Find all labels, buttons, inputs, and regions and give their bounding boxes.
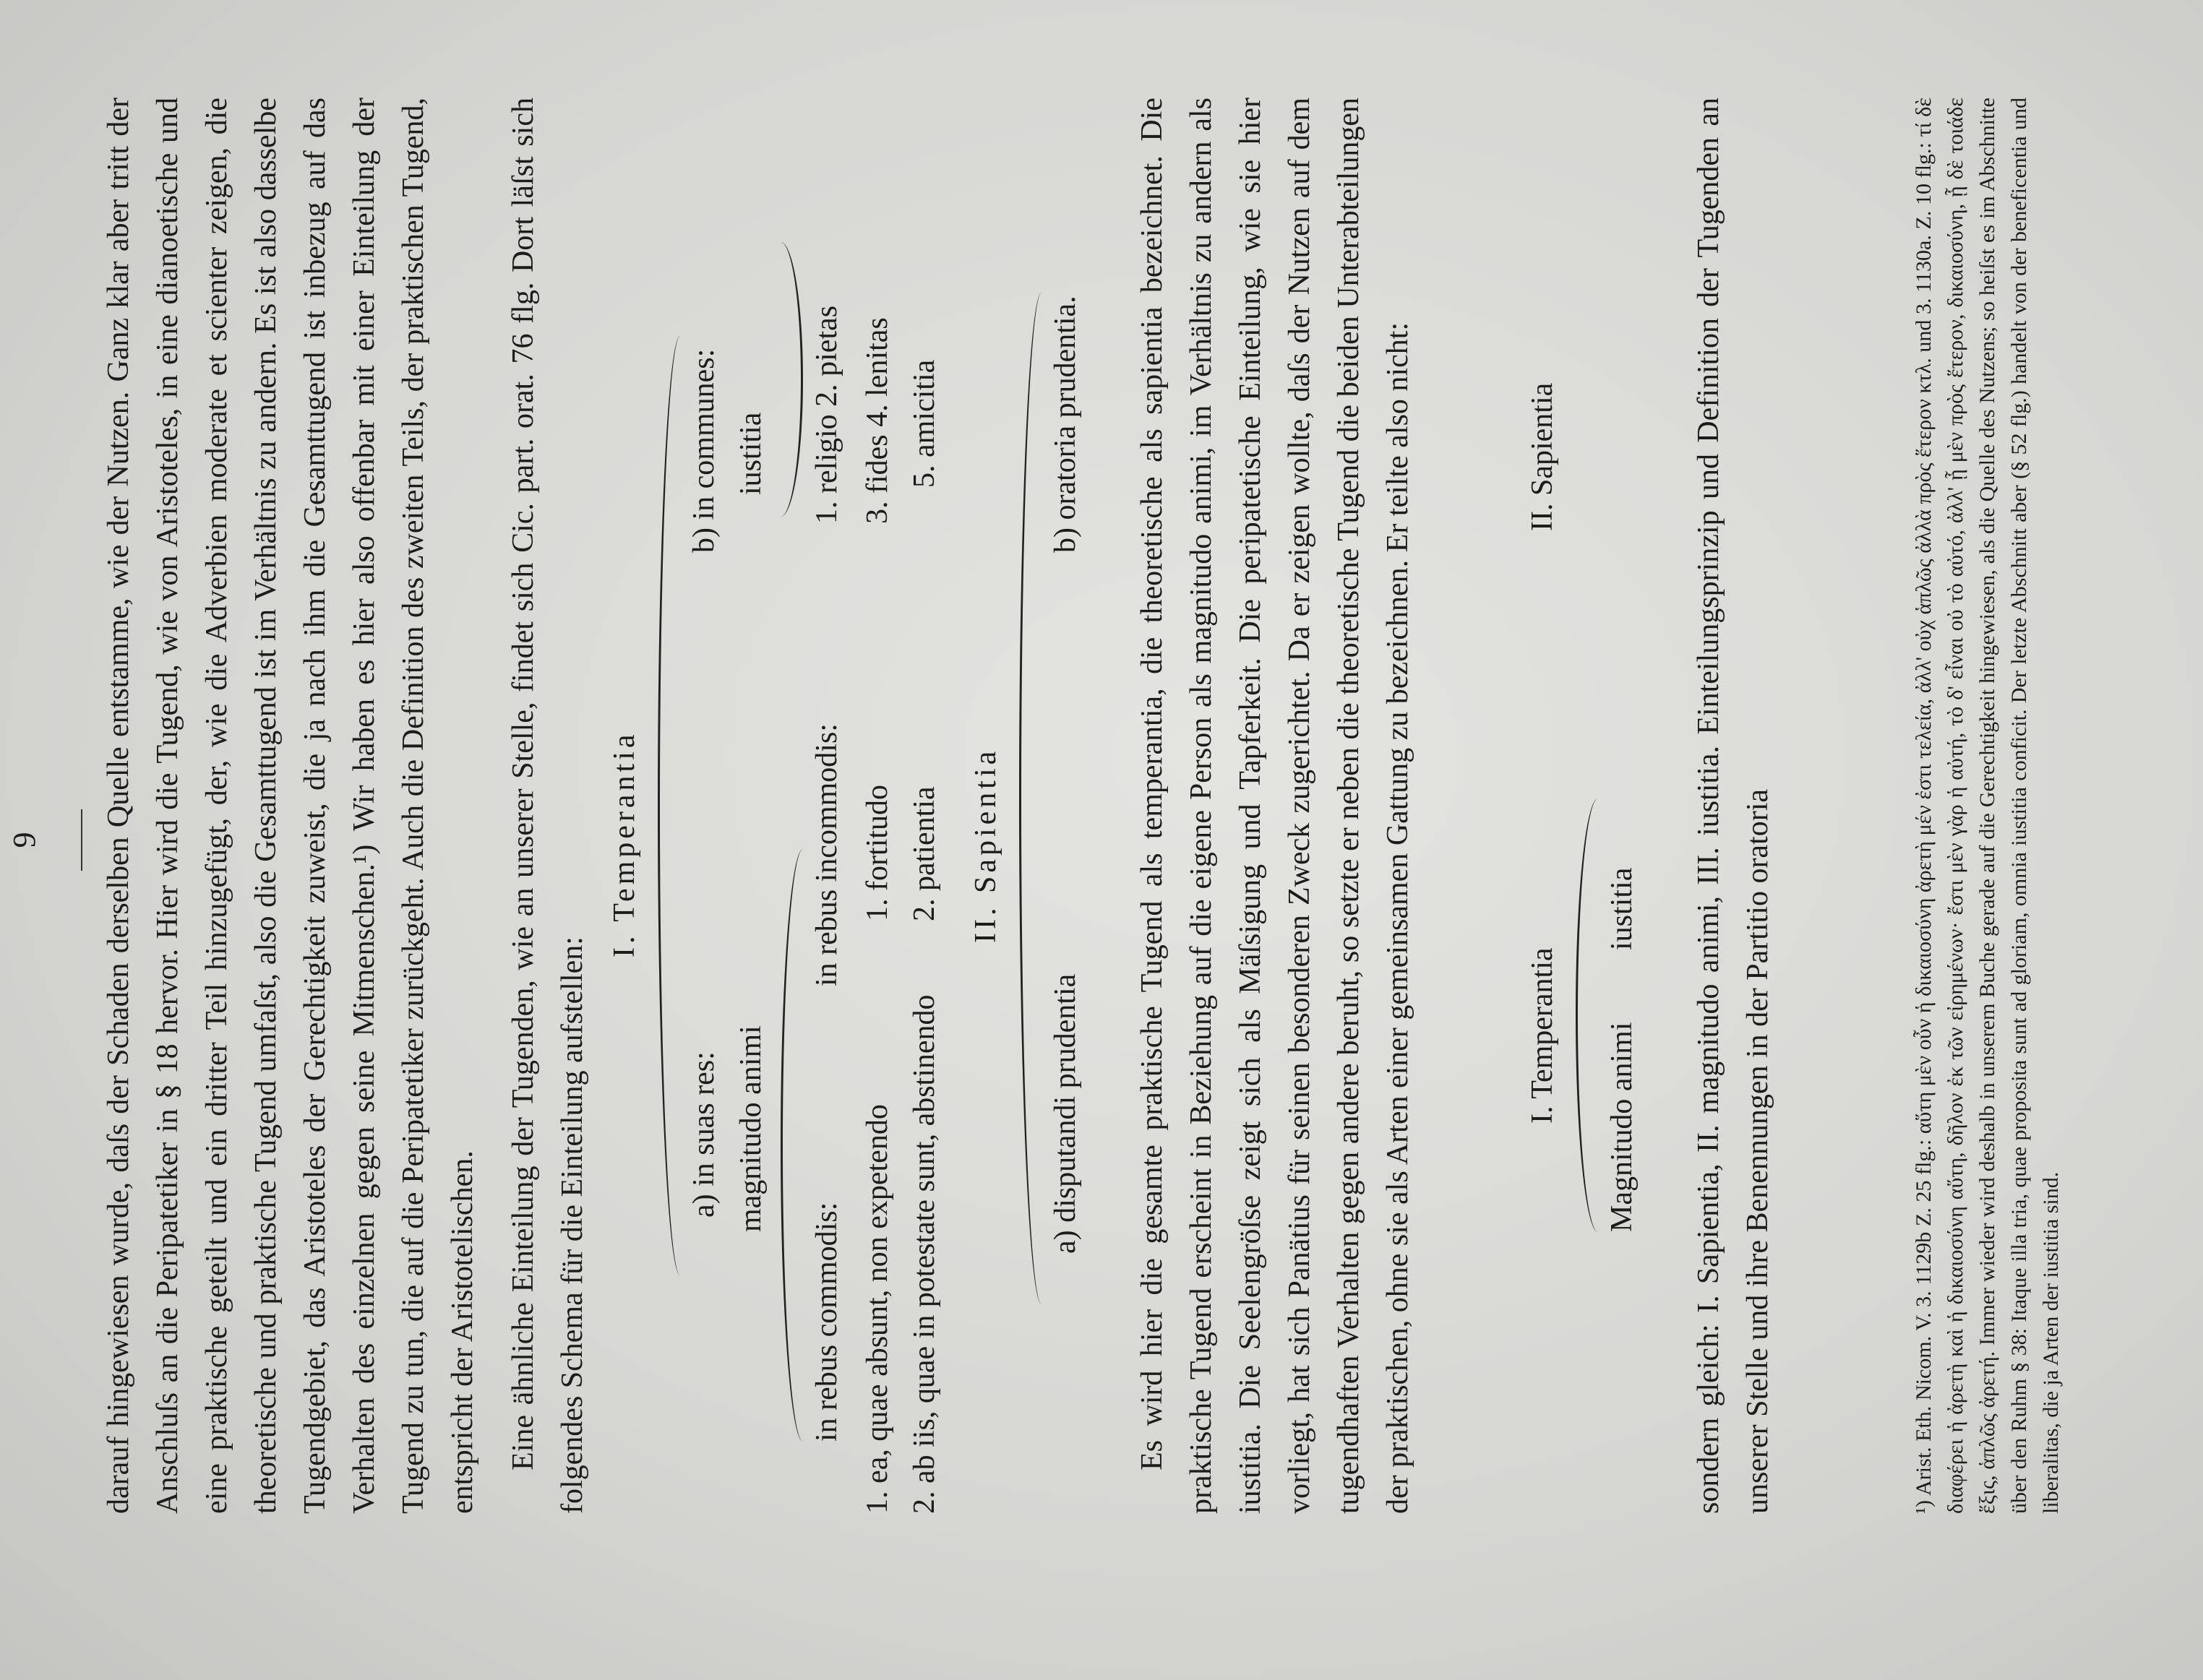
sapientia-b: b) oratoria prudentia. <box>1049 296 1082 553</box>
schema2-left: I. Temperantia <box>1526 947 1559 1124</box>
schema1-brace-left <box>781 849 803 1442</box>
paragraph-3 <box>1128 98 1422 1514</box>
paragraph-1 <box>94 98 487 1514</box>
footnote: ¹) Arist. Eth. Nicom. V. 3. 1129b Z. 25 flg.: αὕτη μὲν οὖν ἡ δικαιοσύνη ἀρετὴ μέν ἐστι τελεία, ἀλλ' οὐχ ἁπλῶς ἀλλὰ πρὸς ἕτερον κτλ. und 3. 1130a. Z. 10 flg.: τί δὲ διαφέρει ἡ ἀρετὴ καὶ ἡ δικαιοσύνη αὕτη, δῆλον ἐκ τῶν εἰρημένων· ἔστι μὲν γὰρ ἡ αὐτή, τὸ δ' εἶναι οὐ τὸ αὐτό, ἀλλ' ᾗ μὲν πρὸς ἕτερον, δικαιοσύνη, ᾗ δὲ τοιάδε ἕξις, ἁπλῶς ἀρετή. Immer wieder wird deshalb in unserem Buche gerade auf die Gerechtigkeit hingewiesen, als die Quelle des Nutzens; so heiſst es im Abschnitte über den Ruhm § 38: Itaque illa tria, quae proposita sunt ad gloriam, omnia iustitia conficit. Der letzte Abschnitt aber (§ 52 flg.) handelt von der beneficentia und liberalitas, die ja Arten der iustitia sind. <box>1912 98 2063 1514</box>
schema1-right-sub: iustitia <box>734 412 768 495</box>
commodis-1: 1. ea, quae absunt, non expetendo <box>861 1104 894 1514</box>
schema1-brace-right <box>781 242 803 517</box>
schema2-brace <box>1576 798 1598 1232</box>
paragraph-1-text: darauf hingewiesen wurde, daſs der Schaden derselben Quelle entstamme, wie der Nutzen. Ganz klar aber tritt der Anschluſs an die Peripatetiker in § 18 hervor. Hier wird die Tugend, wie von Aristoteles, in eine dianoetische und eine praktische geteilt und ein dritter Teil hinzugefügt, der, wie die Adverbien moderate et scienter zeigen, die theoretische und praktische Tugend umfaſst, also die Gesamttugend ist im Verhältnis zu andern. Es ist also dasselbe Tugendgebiet, das Aristoteles der Gerechtigkeit zuweist, die ja nach ihm die Gesamttugend ist inbezug auf das Verhalten des einzelnen gegen seine Mitmenschen.¹) Wir haben es hier also offenbar mit einer Einteilung der Tugend zu tun, die auf die Peripatetiker zurückgeht. Auch die Definition des zweiten Teils, der praktischen Tugend, entspricht der Aristotelischen. <box>102 98 479 1514</box>
incommodis-label: in rebus incommodis: <box>810 723 843 986</box>
paragraph-4-text: sondern gleich: I. Sapientia, II. magnitudo animi, III. iustitia. Einteilungsprinzip und Definition der Tugenden an unserer Stelle und ihre Benennungen in der Partitio oratoria <box>1692 98 1774 1514</box>
communes-3: 5. amicitia <box>908 359 941 488</box>
schema1-title: I. Temperantia <box>608 731 641 957</box>
schema1-left-sub: magnitudo animi <box>734 1025 768 1232</box>
commodis-2: 2. ab iis, quae in potestate sunt, abstinendo <box>908 994 941 1514</box>
schema1-right-head: b) in communes: <box>687 348 721 553</box>
paragraph-4 <box>1684 98 1782 1514</box>
schema2-sub-right: iustitia <box>1605 867 1639 950</box>
commodis-label: in rebus commodis: <box>810 1202 843 1442</box>
schema1-brace-top <box>658 336 680 1275</box>
communes-2: 3. fides 4. lenitas <box>861 317 894 524</box>
paragraph-2 <box>499 98 597 1514</box>
page-number-rule <box>81 809 82 871</box>
schema2-right: II. Sapientia <box>1526 382 1559 531</box>
incommodis-1: 1. fortitudo <box>861 785 894 921</box>
schema2-sub-left: Magnitudo animi <box>1605 1022 1639 1232</box>
paragraph-3-text: Es wird hier die gesamte praktische Tugend als temperantia, die theoretische als sapientia bezeichnet. Die praktische Tugend erscheint in Beziehung auf die eigene Person als magnitudo animi, im Verhältnis zu andern als iustitia. Die Seelengröſse zeigt sich als Mäſsigung und Tapferkeit. Die peripatetische Einteilung, wie sie hier vorliegt, hat sich Panätius für seinen besonderen Zweck zugerichtet. Da er zeigen wollte, daſs der Nutzen auf dem tugendhaften Verhalten gegen andere beruht, so setzte er neben die theoretische Tugend die beiden Unterabteilungen der praktischen, ohne sie als Arten einer gemeinsamen Gattung zu bezeichnen. Er teilte also nicht: <box>1135 98 1414 1514</box>
incommodis-2: 2. patientia <box>908 786 941 921</box>
page-number: 9 <box>7 832 42 848</box>
schema1-brace-sapientia <box>1019 293 1042 1304</box>
paragraph-2-text: Eine ähnliche Einteilung der Tugenden, wie an unserer Stelle, findet sich Cic. part. orat. 76 flg. Dort läſst sich folgendes Schema für die Einteilung aufstellen: <box>507 98 589 1514</box>
communes-1: 1. religio 2. pietas <box>810 305 843 524</box>
schema1-left-head: a) in suas res: <box>687 1051 721 1218</box>
schema1-title2: II. Sapientia <box>969 747 1002 943</box>
sapientia-a: a) disputandi prudentia <box>1049 973 1082 1254</box>
